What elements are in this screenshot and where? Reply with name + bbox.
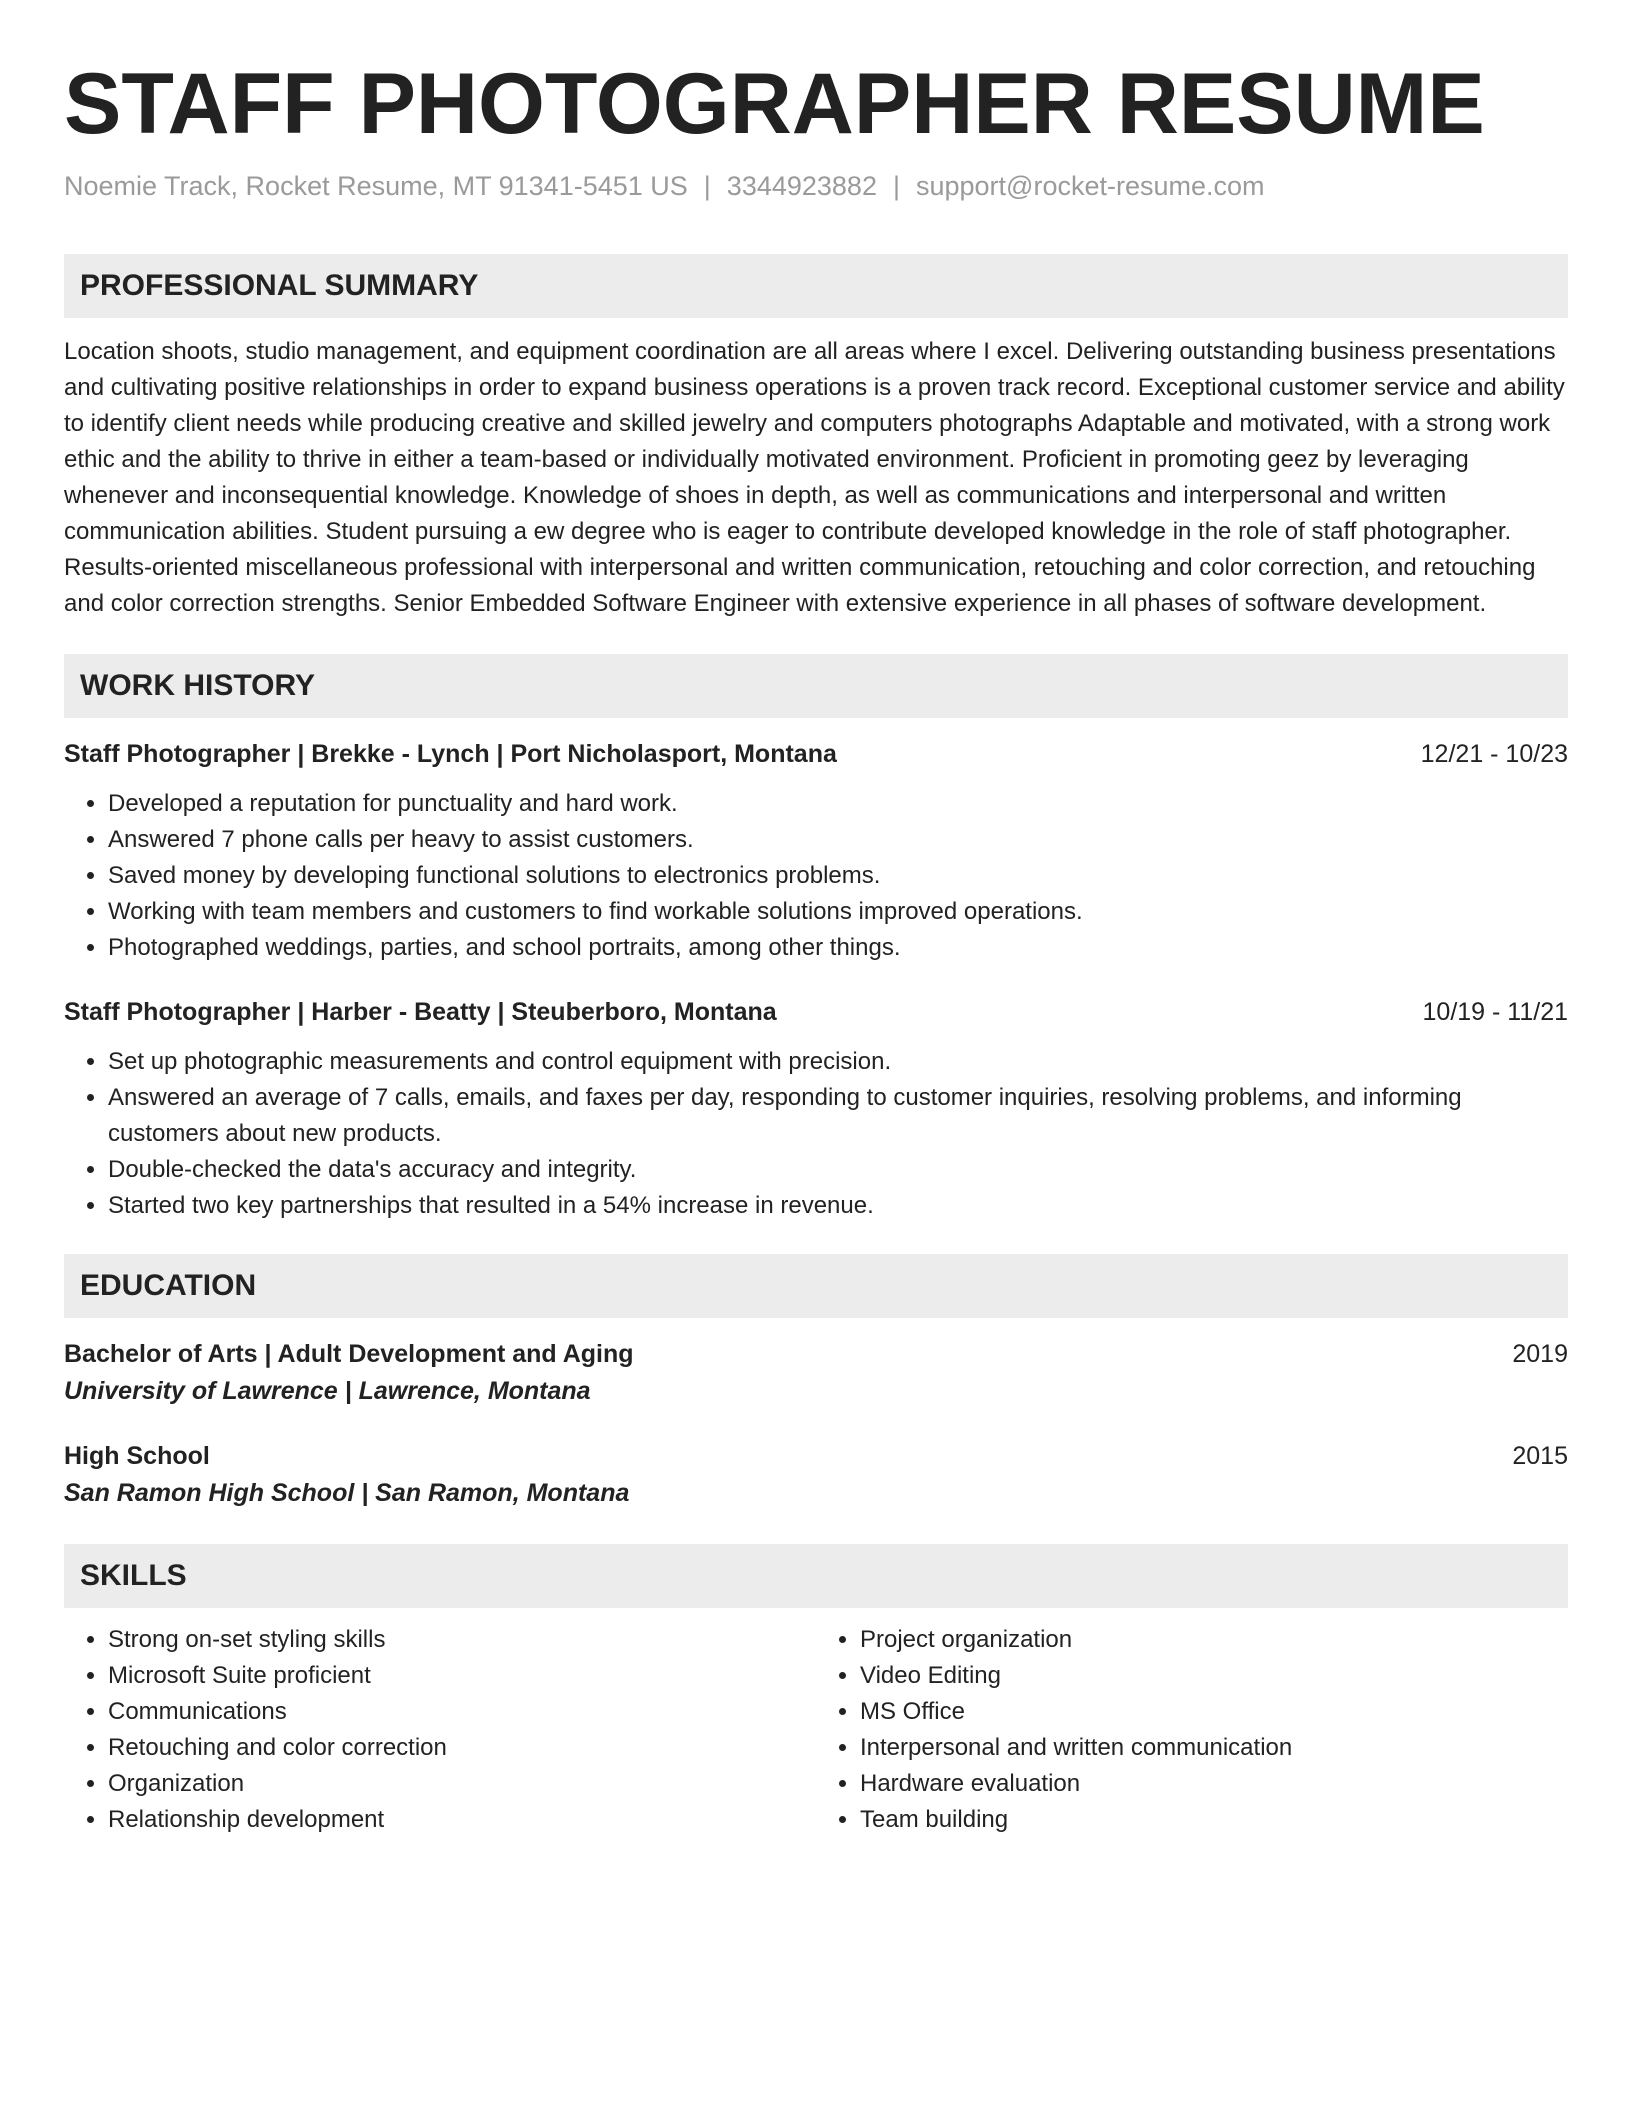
skills-column-left xyxy=(64,1622,816,1838)
job-bullet: • Photographed weddings, parties, and school portraits, among other things. xyxy=(108,930,1568,966)
skill-item: • Interpersonal and written communication xyxy=(860,1730,1568,1766)
skill-item: • Hardware evaluation xyxy=(860,1766,1568,1802)
job-bullet: • Double-checked the data's accuracy and integrity. xyxy=(108,1152,1568,1188)
contact-address: Noemie Track, Rocket Resume, MT 91341-5451 US xyxy=(64,171,688,201)
job-title: Staff Photographer | Brekke - Lynch | Port Nicholasport, Montana xyxy=(64,740,837,768)
education-degree: High School xyxy=(64,1442,210,1470)
skills-heading: SKILLS xyxy=(64,1544,1568,1608)
job-entry xyxy=(64,994,1568,1224)
summary-heading: PROFESSIONAL SUMMARY xyxy=(64,254,1568,318)
job-bullet: • Working with team members and customers to find workable solutions improved operations. xyxy=(108,894,1568,930)
education-year: 2015 xyxy=(1512,1442,1568,1470)
summary-text: Location shoots, studio management, and equipment coordination are all areas where I excel. Delivering outstanding business presentations and cultivating positive relationships in order to expand business operations is a proven track record. Exceptional customer service and ability to identify client needs while producing creative and skilled jewelry and computers photographs Adaptable and motivated, with a strong work ethic and the ability to thrive in either a team-based or individually motivated environment. Proficient in promoting geez by leveraging whenever and inconsequential knowledge. Knowledge of shoes in depth, as well as communications and interpersonal and written communication abilities. Student pursuing a ew degree who is eager to contribute developed knowledge in the role of staff photographer. Results-oriented miscellaneous professional with interpersonal and written communication, retouching and color correction, and retouching and color correction strengths. Senior Embedded Software Engineer with extensive experience in all phases of software development. xyxy=(64,338,1565,617)
education-entry xyxy=(64,1438,1568,1512)
skill-item: • MS Office xyxy=(860,1694,1568,1730)
skill-item: • Retouching and color correction xyxy=(108,1730,816,1766)
skill-item: • Team building xyxy=(860,1802,1568,1838)
job-bullet: • Answered 7 phone calls per heavy to assist customers. xyxy=(108,822,1568,858)
skills-list xyxy=(64,1622,1568,1838)
skill-item: • Communications xyxy=(108,1694,816,1730)
job-bullets xyxy=(64,1044,1568,1224)
job-bullet: • Developed a reputation for punctuality and hard work. xyxy=(108,786,1568,822)
education-entry xyxy=(64,1336,1568,1410)
contact-separator: | xyxy=(892,171,900,201)
skills-column-right xyxy=(816,1622,1568,1838)
resume-title: STAFF PHOTOGRAPHER RESUME xyxy=(64,56,1485,152)
contact-line xyxy=(64,168,1568,204)
contact-email: support@rocket-resume.com xyxy=(915,171,1265,201)
skill-item: • Relationship development xyxy=(108,1802,816,1838)
contact-phone: 3344923882 xyxy=(726,171,877,201)
job-bullet: • Set up photographic measurements and control equipment with precision. xyxy=(108,1044,1568,1080)
skill-item: • Strong on-set styling skills xyxy=(108,1622,816,1658)
job-bullet: • Started two key partnerships that resulted in a 54% increase in revenue. xyxy=(108,1188,1568,1224)
skill-item: • Video Editing xyxy=(860,1658,1568,1694)
education-heading: EDUCATION xyxy=(64,1254,1568,1318)
job-title: Staff Photographer | Harber - Beatty | Steuberboro, Montana xyxy=(64,998,777,1026)
education-year: 2019 xyxy=(1512,1340,1568,1368)
education-school: San Ramon High School | San Ramon, Montana xyxy=(64,1479,630,1507)
skill-item: • Microsoft Suite proficient xyxy=(108,1658,816,1694)
education-degree: Bachelor of Arts | Adult Development and Aging xyxy=(64,1340,634,1368)
job-dates: 10/19 - 11/21 xyxy=(1422,998,1568,1026)
skill-item: • Project organization xyxy=(860,1622,1568,1658)
job-bullet: • Saved money by developing functional solutions to electronics problems. xyxy=(108,858,1568,894)
skill-item: • Organization xyxy=(108,1766,816,1802)
job-entry xyxy=(64,736,1568,966)
job-bullet: • Answered an average of 7 calls, emails, and faxes per day, responding to customer inquiries, resolving problems, and informing customers about new products. xyxy=(108,1080,1568,1152)
job-dates: 12/21 - 10/23 xyxy=(1420,740,1568,768)
work-history-heading: WORK HISTORY xyxy=(64,654,1568,718)
contact-separator: | xyxy=(703,171,711,201)
job-bullets xyxy=(64,786,1568,966)
education-school: University of Lawrence | Lawrence, Montana xyxy=(64,1377,591,1405)
